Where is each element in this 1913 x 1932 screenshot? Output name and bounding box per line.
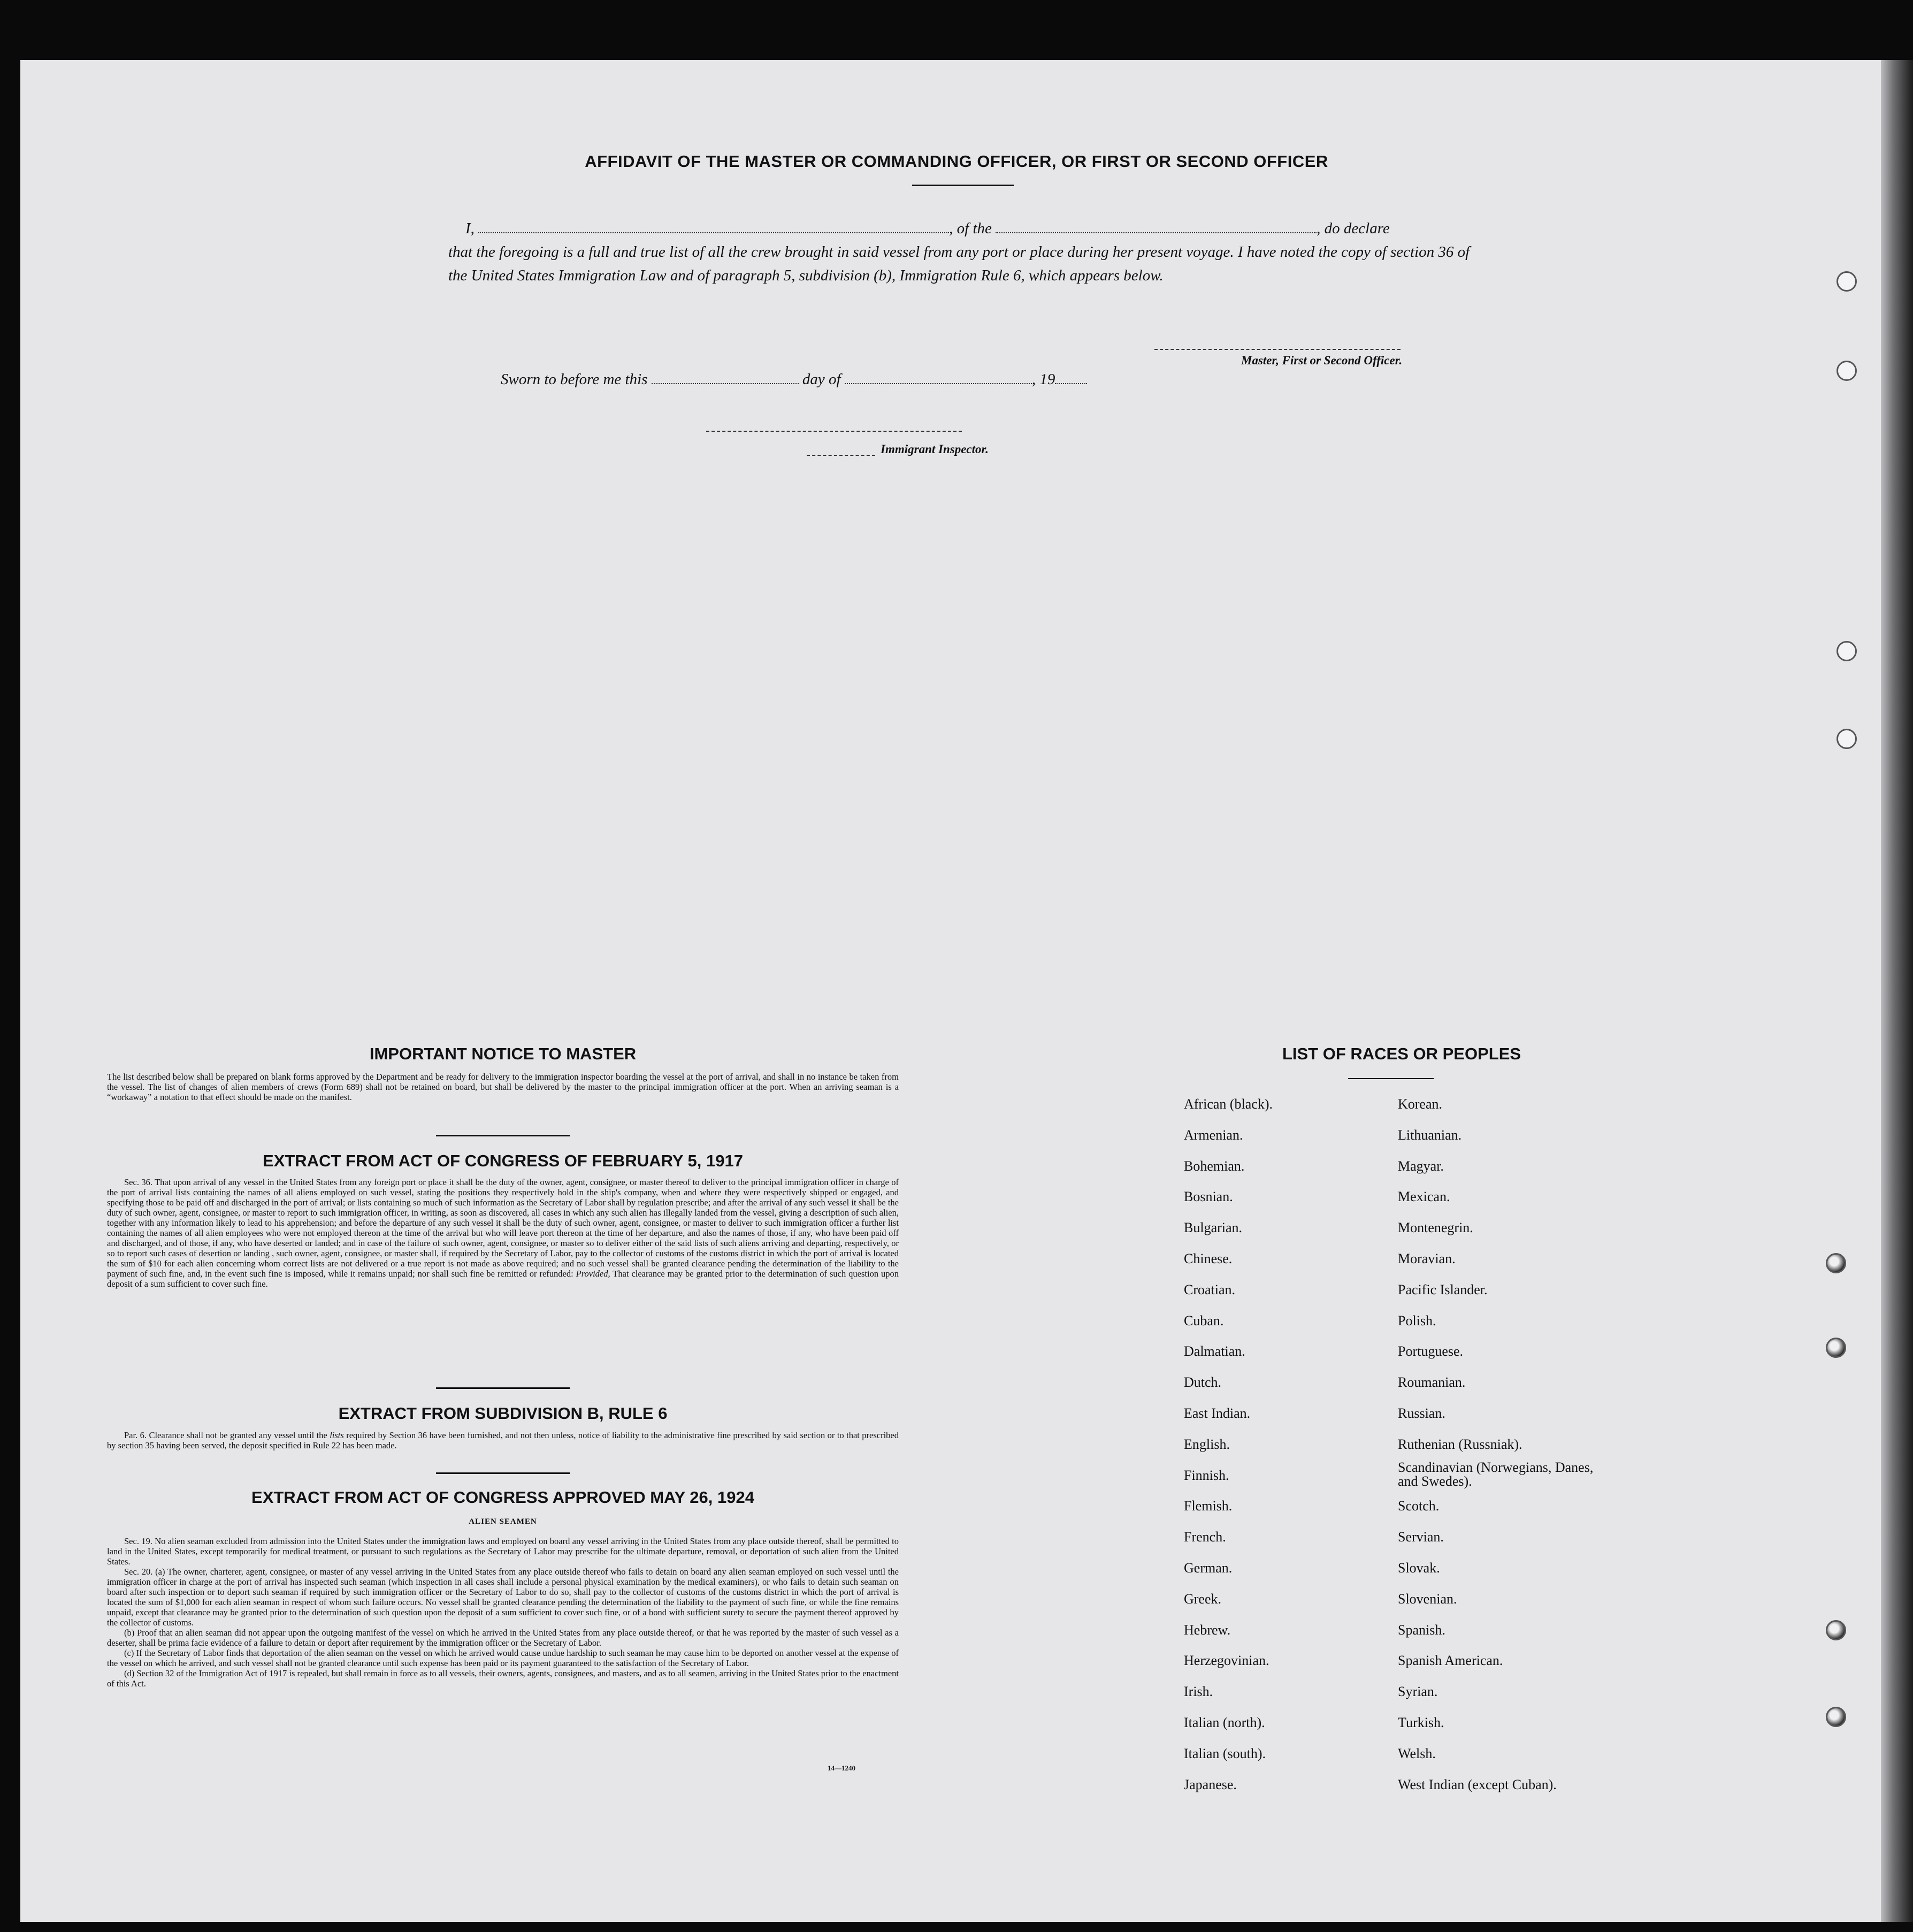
form-number: 14—1240 [828, 1764, 855, 1772]
proviso-label: Provided, [576, 1269, 610, 1279]
lists-word: lists [330, 1430, 344, 1440]
race-item: Spanish American. [1398, 1653, 1503, 1668]
day-of-label: day of [802, 371, 841, 388]
binder-hole [1826, 1707, 1846, 1727]
binder-hole [1826, 1338, 1846, 1358]
race-item: East Indian. [1184, 1406, 1251, 1421]
vessel-name-field[interactable] [996, 220, 1317, 233]
officer-signature-line[interactable] [1154, 349, 1401, 350]
race-item: Bulgarian. [1184, 1220, 1243, 1235]
race-item: Cuban. [1184, 1313, 1224, 1328]
race-item: Dutch. [1184, 1374, 1222, 1390]
section-rule [436, 1472, 570, 1474]
race-item: Montenegrin. [1398, 1220, 1473, 1235]
sec-20b-text: (b) Proof that an alien seaman did not appear upon the outgoing manifest of the vessel on which he arrived in the United States from any place outside thereof, or that he was reported by the master of such vessel as a deserter, shall be prima facie evidence of a failure to detain or deport after requirement by the immigration officer or the Secretary of Labor. [107, 1628, 899, 1648]
sec-20d-text: (d) Section 32 of the Immigration Act of 1917 is repealed, but shall remain in force as to all vessels, their owners, agents, consignees, and masters, and as to all seamen, arriving in the United States prior to the enactment of this Act. [107, 1668, 899, 1689]
par-6-text-a: Par. 6. Clearance shall not be granted any vessel until the [124, 1430, 327, 1440]
proviso-body: That clearance may be granted prior to the determination of such question upon deposit of a sum sufficient to cover such fine. [107, 1269, 899, 1289]
sworn-label: Sworn to before me this [501, 371, 648, 388]
race-item: Greek. [1184, 1591, 1222, 1607]
sec-36-body: That upon arrival of any vessel in the United States from any foreign port or place it shall be the duty of the owner, agent, consignee, or master thereof to deliver to the principal immigration officer in charge of the port of arrival lists containing the names of all aliens employed on such vessel, stating the positions they respectively hold in the ship's company, when and where they were respectively shipped or engaged, and specifying those to be paid off and discharged in the port of arrival; or lists containing so much of such information as the Secretary of Labor shall by regulation prescribe; and after the arrival of any such vessel it shall be the duty of such owner, agent, consignee, or master to report to such immigration officer, in writing, as soon as discovered, all cases in which any such alien has illegally landed from the vessel, giving a description of such alien, together with any information likely to lead to his apprehension; and before the departure of any such vessel it shall be the duty of such owner, agent, consignee, or master to deliver to such immigration officer a further list containing the names of all alien employees who were not employed thereon at the time of the arrival but who will leave port thereon at the time of her departure, and also the names of those, if any, who have been paid off and discharged, and of those, if any, who have deserted or landed; and in case of the failure of such owner, agent, consignee, or master so to deliver either of the said lists of such aliens arriving and departing, respectively, or so to report such cases of desertion or landing , such owner, agent, consignee, or master shall, if required by the Secretary of Labor, pay to the collector of customs of the customs district in which the port of arrival is located the sum of $10 for each alien concerning whom correct lists are not delivered or a true report is not made as above required; and no such vessel shall be granted clearance pending the determination of the liability to the payment of such fine, and, in the event such fine is imposed, while it remains unpaid; nor shall such fine be remitted or refunded: [107, 1177, 899, 1279]
race-item: Welsh. [1398, 1746, 1436, 1761]
sec-36-label: Sec. 36. [124, 1177, 152, 1187]
binder-hole [1837, 361, 1857, 381]
race-item: West Indian (except Cuban). [1398, 1777, 1557, 1792]
binder-hole [1837, 271, 1857, 292]
notice-title: IMPORTANT NOTICE TO MASTER [369, 1044, 637, 1063]
races-title: LIST OF RACES OR PEOPLES [1282, 1044, 1521, 1063]
race-item: Turkish. [1398, 1715, 1444, 1730]
sec-20a-text: Sec. 20. (a) The owner, charterer, agent, consignee, or master of any vessel arriving in the United States from any place outside thereof who fails to detain on board any alien seaman employed on such vessel until the immigration officer in charge at the port of arrival has inspected such seaman (which inspection in all cases shall include a personal physical examination by the medical examiners), or who fails to detain such seaman on board after such inspection or to deport such seaman if required by such immigration officer or the Secretary of Labor to do so, shall pay to the collector of customs of the customs district in which the port of arrival is located the sum of $1,000 for each alien seaman in respect of whom such failure occurs. No vessel shall be granted clearance pending the determination of the liability to the payment of such fine, or while the fine remains unpaid, except that clearance may be granted prior to the determination of such question upon the deposit of a sum sufficient to cover such fine, or of a bond with sufficient surety to secure the payment thereof approved by the collector of customs. [107, 1567, 899, 1628]
race-item: Slovak. [1398, 1560, 1440, 1576]
extract-rule6-text [107, 1430, 899, 1450]
race-item: Armenian. [1184, 1127, 1243, 1143]
race-item: African (black). [1184, 1096, 1273, 1112]
race-item: Lithuanian. [1398, 1127, 1462, 1143]
race-item: Servian. [1398, 1529, 1444, 1545]
declarant-name-field[interactable] [478, 220, 949, 233]
race-item: Mexican. [1398, 1189, 1450, 1204]
sworn-year-field[interactable] [1055, 371, 1087, 384]
binding-edge [1881, 60, 1913, 1922]
binder-hole [1826, 1620, 1846, 1640]
sworn-month-field[interactable] [845, 371, 1032, 384]
race-item: Herzegovinian. [1184, 1653, 1269, 1668]
race-item: Portuguese. [1398, 1343, 1464, 1359]
sworn-day-field[interactable] [652, 371, 799, 384]
race-item: Scandinavian (Norwegians, Danes, and Swedes). [1398, 1460, 1594, 1489]
sec-19-text: Sec. 19. No alien seaman excluded from admission into the United States under the immigration laws and employed on board any vessel arriving in the United States from any place outside thereof, shall be permitted to land in the United States, except temporarily for medical treatment, or pursuant to such regulations as the Secretary of Labor may prescribe for the ultimate departure, removal, or deportation of such alien from the United States. [107, 1536, 899, 1567]
sec-20c-text: (c) If the Secretary of Labor finds that deportation of the alien seaman on the vessel on which he arrived would cause undue hardship to such seaman he may cause him to be deported on another vessel at the expense of the vessel on which he arrived, and such vessel shall not be granted clearance until such expense has been paid or its payment guaranteed to the satisfaction of the Secretary of Labor. [107, 1648, 899, 1668]
race-item: Chinese. [1184, 1251, 1233, 1266]
of-the-label: , of the [949, 220, 992, 237]
section-rule [436, 1135, 570, 1136]
race-item: Scotch. [1398, 1498, 1440, 1514]
race-item: Syrian. [1398, 1684, 1438, 1699]
races-title-rule [1348, 1078, 1434, 1079]
year-prefix-label: , 19 [1031, 371, 1055, 388]
race-item: Magyar. [1398, 1158, 1444, 1174]
sworn-line [501, 371, 1087, 388]
extract-1917-text [107, 1177, 899, 1289]
race-item: Pacific Islander. [1398, 1282, 1488, 1297]
officer-label: Master, First or Second Officer. [1241, 354, 1403, 367]
title-rule [912, 185, 1014, 186]
race-item: French. [1184, 1529, 1226, 1545]
race-item: Moravian. [1398, 1251, 1456, 1266]
inspector-label: Immigrant Inspector. [881, 442, 989, 456]
extract-1924-title: EXTRACT FROM ACT OF CONGRESS APPROVED MAY 26, 1924 [251, 1488, 754, 1507]
race-item: Dalmatian. [1184, 1343, 1245, 1359]
race-item: Spanish. [1398, 1622, 1445, 1638]
declarant-label: I, [465, 220, 475, 237]
race-item: German. [1184, 1560, 1233, 1576]
affidavit-title: AFFIDAVIT OF THE MASTER OR COMMANDING OFFICER, OR FIRST OR SECOND OFFICER [585, 152, 1328, 171]
binder-hole [1826, 1253, 1846, 1273]
inspector-signature-line-short [807, 455, 875, 456]
par-6-text-b: required by Section 36 have been furnished, and not then unless, notice of liability to the administrative fine prescribed by said section or to that prescribed by section 35 having been served, the deposit specified in Rule 22 has been made. [107, 1430, 899, 1450]
binder-hole [1837, 641, 1857, 661]
section-rule [436, 1387, 570, 1389]
race-item: Polish. [1398, 1313, 1436, 1328]
declare-label: , do declare [1317, 220, 1390, 237]
race-item: Roumanian. [1398, 1374, 1466, 1390]
race-item: Italian (south). [1184, 1746, 1266, 1761]
race-item: Slovenian. [1398, 1591, 1457, 1607]
race-item: Russian. [1398, 1406, 1445, 1421]
race-item: Japanese. [1184, 1777, 1237, 1792]
extract-1924-text [107, 1536, 899, 1689]
race-item: Irish. [1184, 1684, 1213, 1699]
race-item: Croatian. [1184, 1282, 1236, 1297]
race-item: Bohemian. [1184, 1158, 1245, 1174]
inspector-signature-line[interactable] [706, 431, 962, 432]
race-item: Finnish. [1184, 1468, 1229, 1483]
alien-seamen-subtitle: ALIEN SEAMEN [469, 1517, 537, 1526]
race-item: Hebrew. [1184, 1622, 1231, 1638]
declaration-line [448, 217, 1489, 240]
notice-text: The list described below shall be prepared on blank forms approved by the Department and be ready for delivery to the immigration inspector boarding the vessel at the port of arrival, and shall in no instance be taken from the vessel. The list of changes of alien members of crews (Form 689) shall not be retained on board, but shall be delivered by the master to the principal immigration officer at the port. When an arriving seaman is a “workaway” a notation to that effect should be made on the manifest. [107, 1072, 899, 1102]
race-item: Flemish. [1184, 1498, 1233, 1514]
race-item: Italian (north). [1184, 1715, 1265, 1730]
race-item: English. [1184, 1437, 1230, 1452]
race-item: Bosnian. [1184, 1189, 1233, 1204]
race-item: Korean. [1398, 1096, 1443, 1112]
race-item: Ruthenian (Russniak). [1398, 1437, 1522, 1452]
binder-hole [1837, 729, 1857, 749]
affidavit-body [448, 217, 1489, 287]
extract-rule6-title: EXTRACT FROM SUBDIVISION B, RULE 6 [338, 1404, 668, 1423]
declaration-text: that the foregoing is a full and true list of all the crew brought in said vessel from any port or place during her present voyage. I have noted the copy of section 36 of the United States Immigration Law and of paragraph 5, subdivision (b), Immigration Rule 6, which appears below. [448, 243, 1470, 284]
extract-1917-title: EXTRACT FROM ACT OF CONGRESS OF FEBRUARY 5, 1917 [263, 1151, 743, 1170]
